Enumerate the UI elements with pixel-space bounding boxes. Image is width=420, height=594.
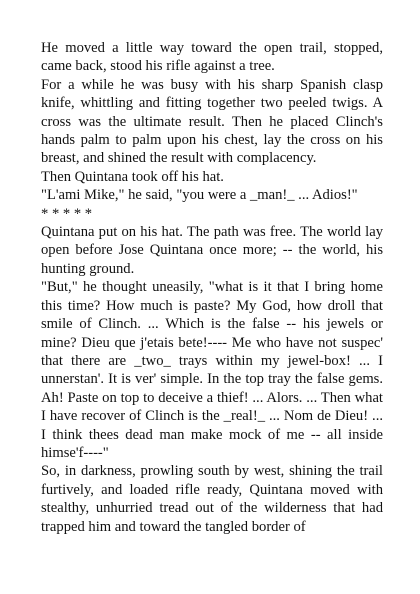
paragraph-3: Then Quintana took off his hat.	[41, 168, 224, 185]
paragraph-2: For a while he was busy with his sharp Spanish clasp knife, whittling and fitting together two peeled twigs. A cross was the ultimate result. Then he placed Clinch's hands palm to palm upon his chest, lay the cross on his breast, and shined the result with complacency.	[41, 76, 383, 167]
document-page	[41, 39, 383, 536]
section-separator: * * * * *	[41, 205, 93, 222]
paragraph-7: So, in darkness, prowling south by west, shining the trail furtively, and loaded rifle ready, Quintana moved with stealthy, unhurried tread out of the wilderness that had trapped him and toward the tangled border of	[41, 463, 383, 535]
paragraph-1: He moved a little way toward the open trail, stopped, came back, stood his rifle against a tree.	[41, 40, 383, 75]
paragraph-5: Quintana put on his hat. The path was free. The world lay open before Jose Quintana once more; -- the world, his hunting ground.	[41, 224, 383, 277]
paragraph-6: "But," he thought uneasily, "what is it that I bring home this time? How much is paste? My God, how droll that smile of Clinch. ... Which is the false -- his jewels or mine? Dieu que j'etais bete!---- Me who have not suspec' that there are _two_ trays within my jewel-box! ... I unnerstan'. It is ver' simple. In the top tray the false gems. Ah! Paste on top to deceive a thief! ... Alors. ... Then what I have recover of Clinch is the _real!_ ... Nom de Dieu! ... I think thees dead man make mock of me -- all inside himse'f----"	[41, 279, 383, 461]
paragraph-4: "L'ami Mike," he said, "you were a _man!_ ... Adios!"	[41, 187, 358, 204]
